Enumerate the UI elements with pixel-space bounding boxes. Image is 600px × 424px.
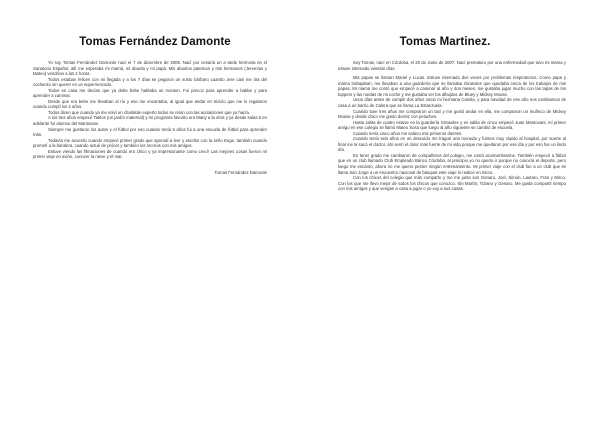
paragraph: Hasta salita de cuatro estuve en la guardería Girasoles y en salita de cinco empecé Juan Mantovani, mi primer amigo en ese colegio se llamó Mateo Sosa que luego al año siguiente se cambió de escuela. [338, 119, 566, 131]
left-page-body [33, 60, 267, 175]
paragraph: Mis papas se llaman Mariel y Lucas. Estuve internado dos veces por problemas respiratorios. Como papa y mama trabajaban, me llevaban a una guardería que se llamaba Girasoles que quedaba cerca de los trabajos de mis papas. Mi mamá me contó que empecé a caminar al año y dos meses, me gustaba jugar mucho con las tapas de los tuppers y las ruedas de mi coche y me gustaba ver los dibujitos de Bluey y Mickey Mouse. [338, 75, 566, 97]
paragraph: Cuando tenía cinco años me saliero mis primeros dientes. [353, 130, 463, 136]
paragraph: Cuando tenía seis años en un descuido me tragué una moneda y fuimos muy rápido al hospital, por suerte al final me la sacó el doctor, ahí sentí el dolor mas fuerte de mi vida porque me quedaron por ese día y por eso fue un lindo día. [338, 136, 566, 153]
paragraph: En tener grado me cambiaron de compañeros del colegio, me costó acostumbrarme. También empecé a fútbol que en un club llamado Club Empleado Banco Córdoba, al principio yo no quería ir porque no conocía el deporte, pero luego me encantó, ahora no me quiero perder ningún entrenamiento. Mi primer viaje con el club fue a un club que se llama San Jorge a un encuentro nacional de básquet este viaje lo realicé en micro. [338, 152, 566, 175]
right-page-body [338, 60, 566, 192]
paragraph: Todos dicen que cuando ya me volví un charlatán experto todos se reían con las acotaciones que yo hacía. [48, 109, 251, 115]
right-page-title: Tomas Martinez. [399, 36, 491, 48]
paragraph: A los tres años empecé Tatitos (un jardín maternal) y mi programa favorito era Many a la obra y ya desde salas 5 en adelante fuí alumno del Mantovani. [33, 115, 267, 127]
signature: Tomas Fernández Damonte [214, 169, 267, 175]
paragraph: Cuando tuve tres años me compraron un taxi y me gustó andar en ella, me compraron un muñeco de Mickey Mouse y desde chico me gusto dormir con peluches. [338, 108, 566, 120]
paragraph: Siempre me gustaron los autos y el fútbol por eso cuando tenía 5 años fui a una escuela de fútbol para aprender más. [33, 126, 267, 138]
paragraph: Estuve viendo las filmaciones de cuando era chico y ya impresionante como crecí! Las mejores cosas fueron mi primer viaje en avión, conocer la nieve y el mar. [33, 148, 267, 160]
paragraph: Soy Tomas, nací en Córdoba, el 20 de Junio de 2007. Nací prematuro por una enfermedad que tuvo mi mama y estuve internado veintiún días. [338, 60, 566, 71]
paragraph: Yo soy Tomas Fernández Damonte nací el 7 de diciembre de 2006. Nací por cesaría un a tarde hermosa en el Sanatorio Español, allí me esperaba mi mamá, mi abuela y mi papá. Mis abuelos paternos y mis hermanos (Jeremías y Mateo) vendrían a las 2 horas. [33, 60, 267, 77]
right-page [300, 0, 600, 424]
paragraph: Con los chicos del colegio que más comparto y me me junto son Genaro, Joel, Simón, Lautaro, Fran y Mirco. Con los que me llevo mejor de todos los chicos que conozco. Sin Martín, Tiziano y Genaro. Me gusta compartir tiempo con mis amigos y que vengan a casa a jugar o yo voy a sus casas. [338, 175, 566, 192]
paragraph: Unos días antes de cumplir dos años nació mi hermana Camila, y para navidad de ese año nos cambiamos de casa a un barrio de Calera que se llama La Estanzuela. [338, 97, 566, 109]
paragraph: Todos estaban felices con mi llegada y a los 7 días se pegaron un susto bárbaro cuando Jere casi me tira del cochecito sin querer en un supermercado. [33, 76, 267, 88]
paragraph: Desde que era bebe me llevaban al río y eso me encantaba, al igual que andar en triciclo que me lo regalaron cuando cumplí los 2 años. [33, 98, 267, 110]
paragraph: Todavía me acuerdo cuando empecé primer grado que aprendí a leer y escribir con la seño Euge, también cuando prometí a la bandera, cuando actué de prócer y también los recreos con mis amigos. [33, 137, 267, 149]
left-page-title: Tomas Fernández Damonte [79, 36, 231, 48]
paragraph: Todos en casa me decían que ya debe bebe hablaba un monton. Fui precoz para aprender a hablar y para aprender a caminar. [33, 87, 267, 99]
